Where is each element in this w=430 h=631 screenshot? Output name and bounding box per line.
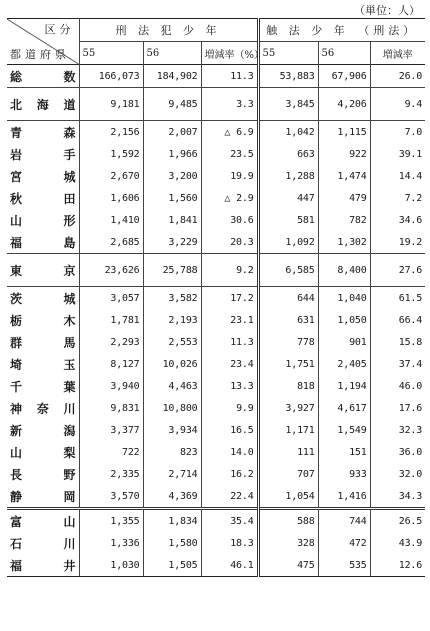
table-row [7, 554, 425, 577]
table-row [7, 309, 425, 331]
value-cell: 3,582 [143, 287, 201, 310]
value-cell: 3,845 [258, 88, 318, 121]
value-cell: 17.2 [201, 287, 258, 310]
group-header-2: 触 法 少 年 （刑法） [258, 19, 425, 42]
value-cell: 1,171 [258, 419, 318, 441]
prefecture-label: 石 川 [10, 536, 76, 551]
value-cell: 581 [258, 209, 318, 231]
value-cell: 30.6 [201, 209, 258, 231]
value-cell: 22.4 [201, 485, 258, 509]
prefecture-name [7, 231, 79, 254]
prefecture-label: 秋 田 [10, 191, 76, 206]
value-cell: 39.1 [398, 148, 423, 160]
value-cell: 23.4 [201, 353, 258, 375]
table-row [7, 375, 425, 397]
corner-header [7, 19, 79, 65]
value-cell: 2,156 [79, 121, 143, 144]
subheader-cell: 55 [258, 42, 318, 65]
value-cell: 15.8 [398, 336, 423, 348]
prefecture-name [7, 485, 79, 509]
value-cell: 2,714 [143, 463, 201, 485]
value-cell: 1,410 [79, 209, 143, 231]
table-row [7, 287, 425, 310]
value-cell: 3.3 [201, 88, 258, 121]
prefecture-label: 神 奈 川 [10, 401, 76, 416]
value-cell: 1,560 [143, 187, 201, 209]
value-cell: 8,400 [318, 254, 370, 287]
value-cell: 26.5 [370, 509, 425, 533]
value-cell: 9.9 [201, 397, 258, 419]
table-row [7, 209, 425, 231]
prefecture-label: 山 梨 [10, 445, 76, 460]
value-cell: 2,670 [79, 165, 143, 187]
prefecture-name [7, 554, 79, 577]
prefecture-label: 静 岡 [10, 489, 76, 504]
value-cell: 933 [318, 463, 370, 485]
table-row [7, 509, 425, 533]
corner-bottom-label: 都道府県 [10, 48, 70, 61]
value-cell: 3,927 [258, 397, 318, 419]
value-cell: 1,030 [79, 554, 143, 577]
prefecture-label: 長 野 [10, 467, 76, 482]
value-cell: 707 [258, 463, 318, 485]
value-cell: 23.5 [201, 143, 258, 165]
prefecture-name [7, 143, 79, 165]
table-row [7, 532, 425, 554]
prefecture-label: 宮 城 [10, 169, 76, 184]
value-cell: 535 [318, 554, 370, 577]
value-cell: 19.9 [201, 165, 258, 187]
value-cell: 631 [258, 309, 318, 331]
value-cell: 3,570 [79, 485, 143, 509]
table-row [7, 353, 425, 375]
table-body [7, 65, 425, 577]
value-cell: 46.1 [201, 554, 258, 577]
table-row [7, 187, 425, 209]
group-header-1: 刑 法 犯 少 年 [79, 19, 258, 42]
value-cell: 3,229 [143, 231, 201, 254]
value-cell: 1,592 [79, 143, 143, 165]
prefecture-name [7, 397, 79, 419]
value-cell: 644 [258, 287, 318, 310]
value-cell: 1,050 [318, 309, 370, 331]
table-row [7, 419, 425, 441]
value-cell: 722 [79, 441, 143, 463]
value-cell: 25,788 [143, 254, 201, 287]
value-cell: 4,206 [318, 88, 370, 121]
value-cell: 14.0 [201, 441, 258, 463]
value-cell: 19.2 [398, 236, 423, 248]
value-cell: 66.4 [398, 314, 423, 326]
value-cell: 2,193 [143, 309, 201, 331]
prefecture-name [7, 165, 79, 187]
value-cell: 1,355 [79, 509, 143, 533]
subheader-cell: 55 [79, 42, 143, 65]
table-row [7, 485, 425, 509]
value-cell: 1,115 [318, 121, 370, 144]
prefecture-label: 福 井 [10, 558, 76, 573]
prefecture-label: 東 京 [10, 263, 76, 278]
value-cell: 2,405 [318, 353, 370, 375]
table-row [7, 165, 425, 187]
value-cell: 4,463 [143, 375, 201, 397]
value-cell: 34.6 [398, 214, 423, 226]
prefecture-name [7, 88, 79, 121]
value-cell: 328 [258, 532, 318, 554]
value-cell: 9,181 [79, 88, 143, 121]
value-cell: 1,194 [318, 375, 370, 397]
prefecture-name [7, 331, 79, 353]
value-cell: 61.5 [370, 287, 425, 310]
prefecture-label: 富 山 [10, 514, 76, 529]
value-cell: 20.3 [201, 231, 258, 254]
value-cell: 9,485 [143, 88, 201, 121]
value-cell: 1,288 [258, 165, 318, 187]
corner-top-label: 区分 [44, 23, 75, 36]
prefecture-label: 山 形 [10, 213, 76, 228]
value-cell: 1,834 [143, 509, 201, 533]
value-cell: 901 [318, 331, 370, 353]
value-cell: 2,007 [143, 121, 201, 144]
value-cell: 1,040 [318, 287, 370, 310]
value-cell: 16.5 [201, 419, 258, 441]
table-row [7, 331, 425, 353]
prefecture-label: 総 数 [10, 69, 76, 84]
value-cell: 447 [258, 187, 318, 209]
prefecture-name [7, 309, 79, 331]
value-cell: 9,831 [79, 397, 143, 419]
value-cell: 53,883 [258, 65, 318, 88]
prefecture-name [7, 121, 79, 144]
value-cell: 67,906 [318, 65, 370, 88]
subheader-cell: 56 [143, 42, 201, 65]
value-cell: 1,302 [318, 231, 370, 254]
value-cell: 11.3 [201, 65, 258, 88]
value-cell: 32.3 [398, 424, 423, 436]
prefecture-label: 茨 城 [10, 291, 76, 306]
value-cell: 1,054 [258, 485, 318, 509]
subheader-cell: 増減率 [370, 42, 425, 65]
value-cell: △ 2.9 [201, 187, 258, 209]
value-cell: 663 [258, 143, 318, 165]
prefecture-name [7, 532, 79, 554]
prefecture-label: 群 馬 [10, 335, 76, 350]
value-cell: 1,092 [258, 231, 318, 254]
value-cell: 3,057 [79, 287, 143, 310]
prefecture-label: 栃 木 [10, 313, 76, 328]
value-cell: 11.3 [201, 331, 258, 353]
value-cell: 2,335 [79, 463, 143, 485]
value-cell: 1,336 [79, 532, 143, 554]
subheader-cell: 増減率（%） [201, 42, 258, 65]
table-header [7, 19, 425, 65]
value-cell: 1,416 [318, 485, 370, 509]
value-cell: 1,580 [143, 532, 201, 554]
value-cell: 111 [258, 441, 318, 463]
value-cell: 27.6 [370, 254, 425, 287]
value-cell: 3,934 [143, 419, 201, 441]
value-cell: 9.4 [370, 88, 425, 121]
value-cell: 782 [318, 209, 370, 231]
value-cell: 151 [318, 441, 370, 463]
value-cell: 17.6 [398, 402, 423, 414]
value-cell: 16.2 [201, 463, 258, 485]
table-row [7, 231, 425, 254]
value-cell: 475 [258, 554, 318, 577]
value-cell: 1,781 [79, 309, 143, 331]
prefecture-name [7, 187, 79, 209]
value-cell: 34.3 [398, 490, 423, 502]
table-row [7, 65, 425, 88]
value-cell: 26.0 [370, 65, 425, 88]
value-cell: 2,553 [143, 331, 201, 353]
value-cell: 1,841 [143, 209, 201, 231]
value-cell: 7.0 [370, 121, 425, 144]
table-row [7, 143, 425, 165]
value-cell: 7.2 [404, 192, 423, 204]
value-cell: 588 [258, 509, 318, 533]
subheader-cell: 56 [318, 42, 370, 65]
value-cell: 9.2 [201, 254, 258, 287]
value-cell: 3,940 [79, 375, 143, 397]
value-cell: 43.9 [398, 537, 423, 549]
value-cell: 472 [318, 532, 370, 554]
value-cell: 823 [143, 441, 201, 463]
value-cell: 8,127 [79, 353, 143, 375]
prefecture-name [7, 287, 79, 310]
value-cell: 6,585 [258, 254, 318, 287]
value-cell: 35.4 [201, 509, 258, 533]
value-cell: 1,505 [143, 554, 201, 577]
value-cell: 32.0 [398, 468, 423, 480]
value-cell: 1,966 [143, 143, 201, 165]
value-cell: 4,617 [318, 397, 370, 419]
value-cell: 184,902 [143, 65, 201, 88]
value-cell: 1,606 [79, 187, 143, 209]
value-cell: 778 [258, 331, 318, 353]
value-cell: 46.0 [398, 380, 423, 392]
value-cell: 1,751 [258, 353, 318, 375]
value-cell: 4,369 [143, 485, 201, 509]
prefecture-label: 埼 玉 [10, 357, 76, 372]
prefecture-name [7, 65, 79, 88]
table-row [7, 121, 425, 144]
prefecture-label: 北 海 道 [10, 97, 76, 112]
table-row [7, 88, 425, 121]
prefecture-label: 青 森 [10, 125, 76, 140]
value-cell: 744 [318, 509, 370, 533]
value-cell: 479 [318, 187, 370, 209]
value-cell: 13.3 [201, 375, 258, 397]
unit-note: （単位：人） [354, 4, 420, 17]
prefecture-name [7, 254, 79, 287]
value-cell: 18.3 [201, 532, 258, 554]
value-cell: 922 [318, 143, 370, 165]
value-cell: 10,026 [143, 353, 201, 375]
value-cell: 166,073 [79, 65, 143, 88]
table-row [7, 397, 425, 419]
value-cell: 12.6 [370, 554, 425, 577]
value-cell: △ 6.9 [201, 121, 258, 144]
value-cell: 37.4 [398, 358, 423, 370]
prefecture-label: 福 島 [10, 235, 76, 250]
prefecture-name [7, 441, 79, 463]
value-cell: 2,293 [79, 331, 143, 353]
prefecture-label: 新 潟 [10, 423, 76, 438]
value-cell: 10,800 [143, 397, 201, 419]
prefecture-name [7, 463, 79, 485]
prefecture-name [7, 509, 79, 533]
value-cell: 14.4 [398, 170, 423, 182]
table-row [7, 463, 425, 485]
value-cell: 3,200 [143, 165, 201, 187]
prefecture-name [7, 375, 79, 397]
value-cell: 36.0 [398, 446, 423, 458]
statistics-table [7, 18, 425, 577]
table-row [7, 254, 425, 287]
value-cell: 1,549 [318, 419, 370, 441]
value-cell: 3,377 [79, 419, 143, 441]
prefecture-label: 岩 手 [10, 147, 76, 162]
prefecture-name [7, 419, 79, 441]
prefecture-name [7, 353, 79, 375]
value-cell: 1,042 [258, 121, 318, 144]
value-cell: 1,474 [318, 165, 370, 187]
value-cell: 23.1 [201, 309, 258, 331]
value-cell: 2,685 [79, 231, 143, 254]
prefecture-label: 千 葉 [10, 379, 76, 394]
prefecture-name [7, 209, 79, 231]
table-row [7, 441, 425, 463]
value-cell: 818 [258, 375, 318, 397]
value-cell: 23,626 [79, 254, 143, 287]
